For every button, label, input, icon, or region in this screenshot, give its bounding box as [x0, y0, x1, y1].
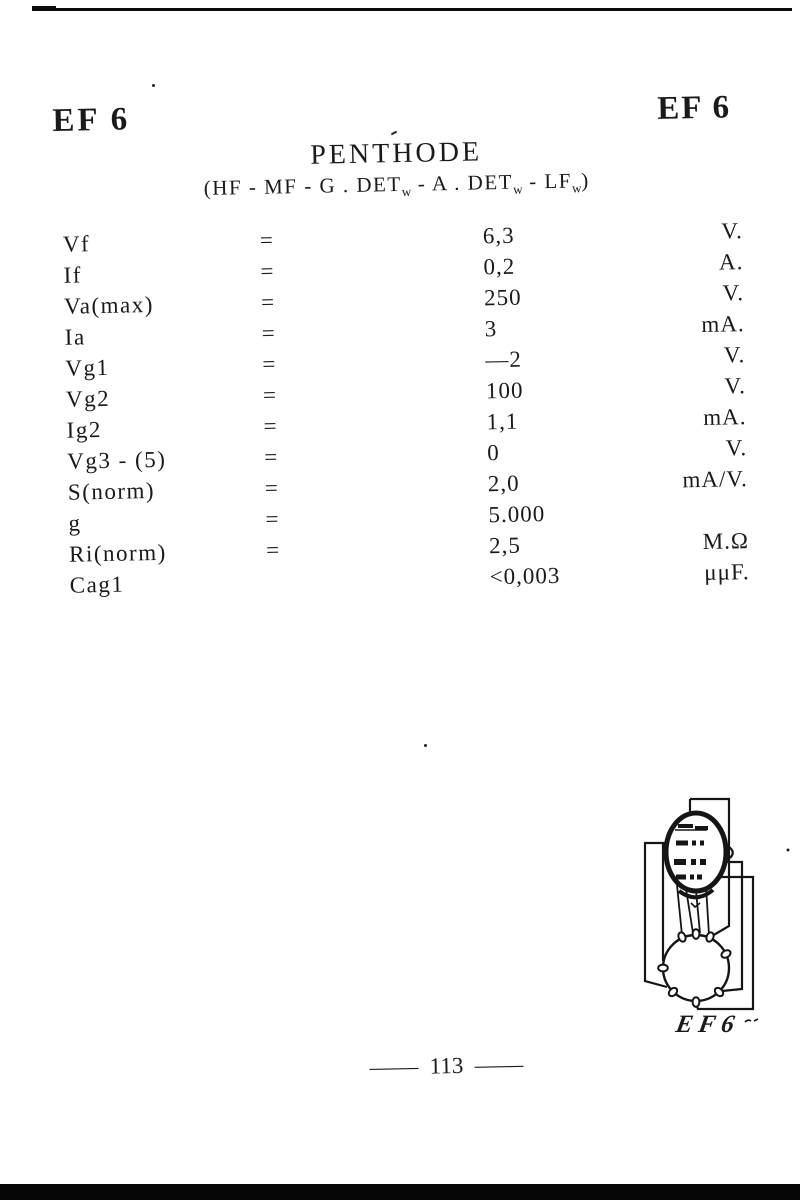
- spec-parameter: Vg1: [65, 354, 110, 381]
- spec-unit: V.: [723, 342, 746, 368]
- equals-sign: =: [265, 537, 279, 563]
- spec-value: 250: [483, 284, 522, 311]
- spec-parameter: Ri(norm): [68, 539, 167, 567]
- tube-name-left: EF 6: [52, 101, 131, 139]
- spec-value: 5.000: [488, 501, 546, 528]
- spec-value: 1,1: [486, 408, 519, 435]
- equals-sign: =: [259, 227, 273, 253]
- subtitle-subscript: w: [401, 183, 412, 200]
- spec-value: 2,0: [487, 470, 520, 497]
- page-number: [21, 1045, 800, 1088]
- spec-unit: mA.: [703, 404, 747, 430]
- spec-parameter: Va(max): [63, 291, 155, 319]
- spec-unit: V.: [725, 435, 748, 461]
- subtitle-subscript: w: [571, 180, 582, 196]
- spec-parameter: Vg3 - (5): [67, 446, 167, 474]
- spec-value: 100: [485, 377, 524, 404]
- spec-unit: V.: [721, 218, 744, 244]
- tube-type-title: PENTHODE: [309, 136, 483, 171]
- equals-sign: =: [260, 258, 273, 284]
- subtitle-text: - LF: [522, 168, 573, 194]
- page-number-dash: —: [369, 1053, 419, 1080]
- spec-unit: V.: [724, 373, 747, 399]
- equals-sign: =: [260, 289, 274, 315]
- spec-value: 3: [484, 316, 498, 342]
- subtitle-text: ): [581, 168, 591, 193]
- ink-speck: [787, 849, 790, 852]
- base-pin: [658, 965, 668, 972]
- spec-parameter: g: [68, 510, 82, 536]
- spec-value: 6,3: [482, 222, 515, 249]
- electrode-row: [678, 826, 708, 828]
- base-pin: [693, 929, 700, 939]
- equals-sign: =: [264, 475, 278, 501]
- subtitle-text: - A . DET: [410, 169, 514, 196]
- spec-unit: A.: [718, 249, 744, 275]
- spec-parameter: If: [63, 262, 83, 288]
- equals-sign: =: [263, 413, 276, 439]
- spec-unit: μμF.: [704, 559, 750, 585]
- equals-sign: =: [262, 351, 275, 377]
- base-pin: [693, 997, 700, 1007]
- equals-sign: =: [261, 320, 274, 346]
- cathode-tick: [691, 903, 700, 907]
- page-number-value: 113: [429, 1052, 464, 1079]
- page-number-dash: —: [474, 1051, 524, 1078]
- spec-value: 0: [486, 440, 500, 466]
- spec-value: <0,003: [489, 562, 561, 590]
- spec-parameter: Vf: [62, 231, 91, 257]
- spec-parameter: Ia: [64, 324, 86, 350]
- spec-parameter: Cag1: [69, 571, 125, 598]
- tube-label-handwritten: EF6: [673, 1011, 743, 1038]
- spec-value: —2: [485, 346, 523, 373]
- subtitle-subscript: w: [512, 181, 523, 197]
- spec-unit: M.Ω: [702, 528, 750, 555]
- spec-parameter: S(norm): [67, 477, 156, 505]
- spec-unit: V.: [722, 280, 745, 306]
- spec-parameter: Ig2: [66, 417, 103, 443]
- equals-sign: =: [263, 444, 277, 470]
- spec-value: 0,2: [483, 253, 516, 280]
- tube-name-right: EF 6: [656, 89, 732, 127]
- base-pins: [658, 929, 732, 1007]
- subtitle-text: (HF - MF - G . DET: [203, 171, 402, 200]
- equals-sign: =: [262, 382, 276, 408]
- tube-envelope: [666, 813, 726, 891]
- base-pin: [720, 949, 732, 960]
- spec-unit: mA.: [701, 311, 745, 337]
- spec-parameter: Vg2: [65, 385, 111, 412]
- spec-unit: mA/V.: [682, 466, 749, 493]
- spec-value: 2,5: [488, 532, 522, 559]
- equals-sign: =: [265, 506, 278, 532]
- spec-table: [63, 215, 750, 601]
